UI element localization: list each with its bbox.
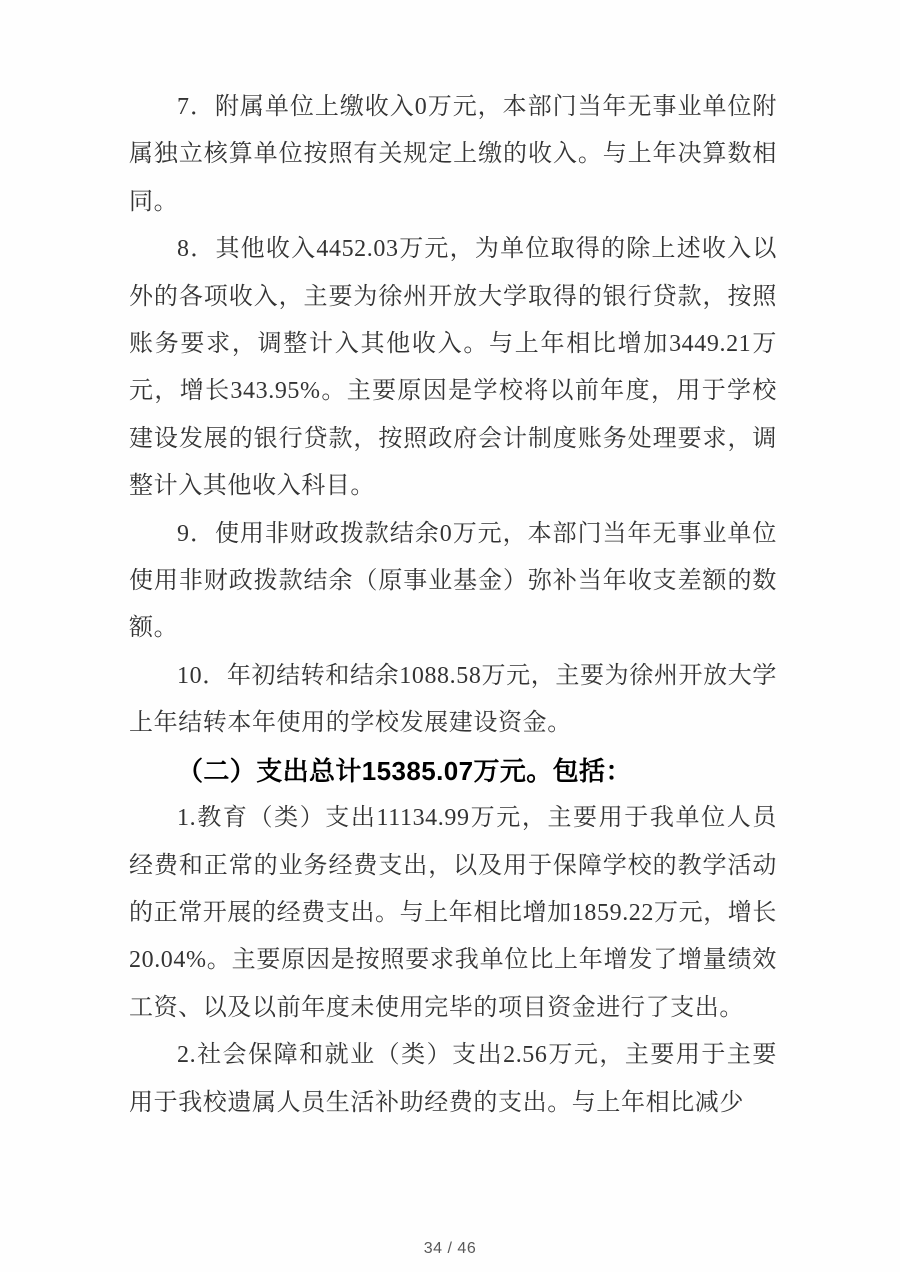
page-number-indicator: 34 / 46 — [423, 1240, 477, 1257]
document-body — [129, 0, 777, 1127]
paragraph-expense-1-education: 1.教育（类）支出11134.99万元，主要用于我单位人员经费和正常的业务经费支出，以及用于保障学校的教学活动的正常开展的经费支出。与上年相比增加1859.22万元，增长20.04%。主要原因是按照要求我单位比上年增发了增量绩效工资、以及以前年度未使用完毕的项目资金进行了支出。 — [129, 805, 777, 1021]
paragraph-item-10-carryover-balance: 10．年初结转和结余1088.58万元，主要为徐州开放大学上年结转本年使用的学校发展建设资金。 — [129, 662, 777, 737]
paragraph-item-9-non-fiscal-balance: 9．使用非财政拨款结余0万元，本部门当年无事业单位使用非财政拨款结余（原事业基金）弥补当年收支差额的数额。 — [129, 520, 777, 642]
paragraph-item-7-affiliated-unit-income: 7．附属单位上缴收入0万元，本部门当年无事业单位附属独立核算单位按照有关规定上缴的收入。与上年决算数相同。 — [129, 94, 777, 215]
paragraph-item-8-other-income: 8．其他收入4452.03万元，为单位取得的除上述收入以外的各项收入，主要为徐州开放大学取得的银行贷款，按照账务要求，调整计入其他收入。与上年相比增加3449.21万元，增长343.95%。主要原因是学校将以前年度，用于学校建设发展的银行贷款，按照政府会计制度账务处理要求，调整计入其他收入科目。 — [129, 236, 777, 500]
paragraph-expense-2-social-security: 2.社会保障和就业（类）支出2.56万元，主要用于主要用于我校遗属人员生活补助经费的支出。与上年相比减少 — [129, 1042, 777, 1116]
section-heading-total-expenditure: （二）支出总计15385.07万元。包括： — [177, 755, 632, 786]
